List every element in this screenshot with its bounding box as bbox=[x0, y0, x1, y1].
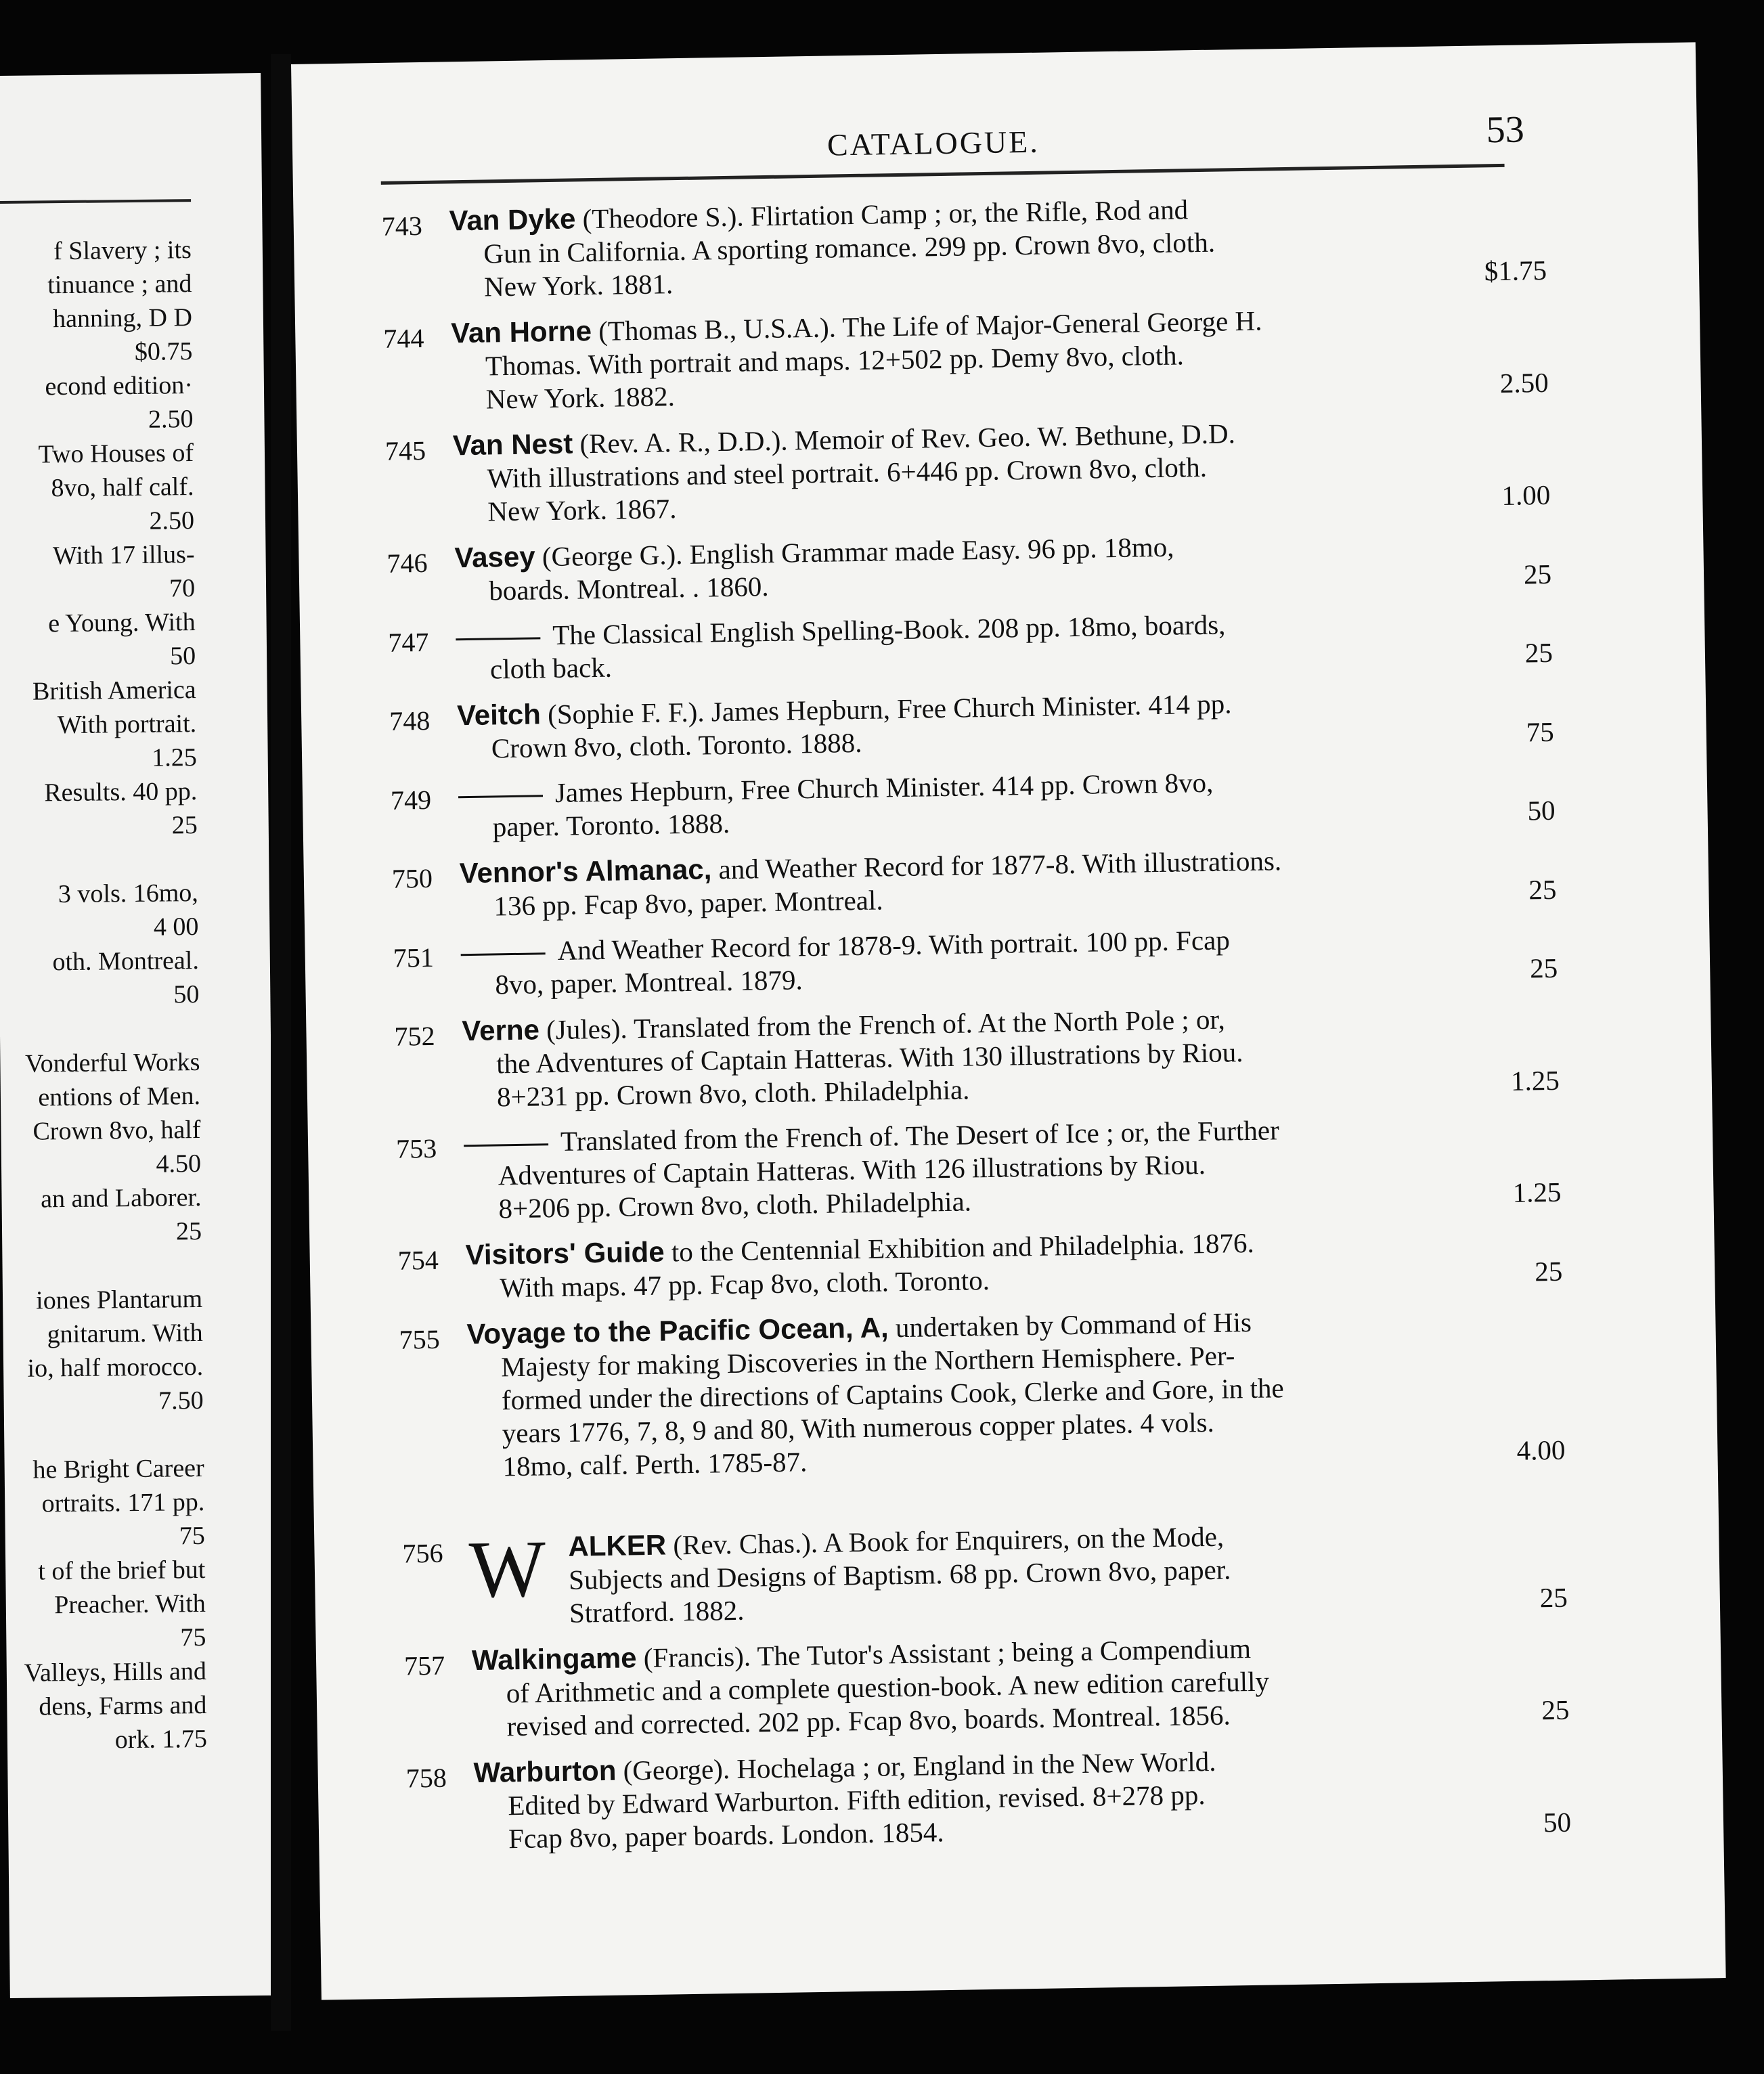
entry-text: And Weather Record for 1878-9. With portrait. 100 pp. Fcap bbox=[557, 924, 1231, 966]
left-page-line bbox=[0, 841, 256, 878]
entry-text: (Rev. Chas.). A Book for Enquirers, on the Mode, bbox=[665, 1520, 1225, 1561]
entry-price: 25 bbox=[1534, 1255, 1563, 1287]
entry-text: Thomas. With portrait and maps. 12+502 pp. Demy 8vo, cloth. bbox=[485, 339, 1185, 382]
entry-text: (Jules). Translated from the French of. At the North Pole ; or, bbox=[539, 1003, 1226, 1046]
entry-number: 753 bbox=[395, 1132, 437, 1164]
catalogue-entry bbox=[396, 1109, 1562, 1227]
entry-text: With maps. 47 pp. Fcap 8vo, cloth. Toronto. bbox=[500, 1264, 990, 1304]
entry-text: Adventures of Captain Hatteras. With 126 illustrations by Riou. bbox=[498, 1148, 1206, 1191]
entry-number: 752 bbox=[394, 1020, 435, 1052]
entry-text: cloth back. bbox=[489, 651, 613, 685]
left-header-rule bbox=[0, 199, 191, 204]
entry-text: (Sophie F. F.). James Hepburn, Free Church Minister. 414 pp. bbox=[540, 688, 1232, 730]
entry-number: 754 bbox=[397, 1244, 439, 1276]
entry-price: $1.75 bbox=[1484, 254, 1547, 287]
entry-text: 8vo, paper. Montreal. 1879. bbox=[495, 964, 803, 1000]
entry-author: Warburton bbox=[473, 1754, 617, 1789]
catalogue-page bbox=[291, 42, 1726, 2000]
ditto-dash bbox=[456, 637, 540, 640]
catalogue-entry bbox=[399, 1300, 1566, 1485]
left-page-line: 2.50 bbox=[148, 405, 194, 434]
entry-text: (Rev. A. R., D.D.). Memoir of Rev. Geo. W. Bethune, D.D. bbox=[572, 418, 1236, 460]
left-page-line: 1.25 bbox=[151, 743, 197, 772]
entry-text: James Hepburn, Free Church Minister. 414 pp. Crown 8vo, bbox=[554, 766, 1214, 809]
entry-text: With illustrations and steel portrait. 6+446 pp. Crown 8vo, cloth. bbox=[487, 451, 1208, 494]
left-page-line: tinuance ; and bbox=[47, 269, 192, 300]
left-page-line: Two Houses of bbox=[38, 439, 194, 469]
entry-text: Gun in California. A sporting romance. 299 pp. Crown 8vo, cloth. bbox=[483, 226, 1216, 269]
entry-author: Vasey bbox=[454, 540, 535, 574]
entry-text: New York. 1867. bbox=[487, 493, 677, 527]
left-page-line: he Bright Career bbox=[32, 1453, 204, 1484]
entry-text: New York. 1882. bbox=[485, 380, 676, 415]
left-page-line: f Slavery ; its bbox=[53, 236, 192, 266]
entry-number: 745 bbox=[384, 435, 426, 466]
left-page-line: entions of Men. bbox=[38, 1082, 201, 1112]
entry-text: undertaken by Command of His bbox=[888, 1306, 1252, 1344]
catalogue-entry bbox=[391, 761, 1556, 845]
entry-text: Edited by Edward Warburton. Fifth edition, revised. 8+278 pp. bbox=[508, 1779, 1206, 1822]
entry-author: Visitors' Guide bbox=[465, 1235, 665, 1271]
entry-price: 2.50 bbox=[1499, 366, 1549, 399]
left-page-line: dens, Farms and bbox=[39, 1690, 207, 1721]
page-title: CATALOGUE. bbox=[826, 124, 1040, 162]
entry-text: (George G.). English Grammar made Easy. 96 pp. 18mo, bbox=[535, 531, 1174, 573]
entry-text: to the Centennial Exhibition and Philadelphia. 1876. bbox=[664, 1227, 1254, 1268]
catalogue-entry bbox=[384, 412, 1550, 530]
entry-author: Van Horne bbox=[450, 315, 592, 349]
entry-text: of Arithmetic and a complete question-book. A new edition carefully bbox=[506, 1665, 1270, 1709]
left-page-fragment bbox=[0, 73, 281, 1998]
entry-author: ALKER bbox=[568, 1528, 667, 1562]
entry-text: Majesty for making Discoveries in the Northern Hemisphere. Per- bbox=[500, 1340, 1235, 1383]
left-page-line bbox=[2, 1248, 260, 1284]
entry-text: 8+231 pp. Crown 8vo, cloth. Philadelphia. bbox=[496, 1074, 970, 1113]
entry-text: 18mo, calf. Perth. 1785-87. bbox=[502, 1446, 808, 1482]
left-page-line: econd edition· bbox=[45, 371, 194, 401]
left-page-line bbox=[4, 1417, 262, 1453]
entry-author: Van Nest bbox=[452, 427, 573, 462]
left-page-line: Preacher. With bbox=[53, 1589, 206, 1620]
entry-text: years 1776, 7, 8, 9 and 80, With numerous copper plates. 4 vols. bbox=[502, 1406, 1215, 1449]
entry-text: (George). Hochelaga ; or, England in the New World. bbox=[616, 1745, 1216, 1786]
entry-text: the Adventures of Captain Hatteras. With 130 illustrations by Riou. bbox=[495, 1036, 1243, 1080]
left-page-line: 75 bbox=[180, 1623, 206, 1652]
left-page-line: 4 00 bbox=[153, 912, 199, 942]
left-page-line: an and Laborer. bbox=[40, 1183, 202, 1214]
entry-number: 755 bbox=[399, 1323, 440, 1355]
left-page-line: 25 bbox=[171, 811, 198, 840]
book-gutter bbox=[271, 54, 291, 2031]
entry-price: 25 bbox=[1523, 558, 1552, 590]
entry-text: 8+206 pp. Crown 8vo, cloth. Philadelphia. bbox=[498, 1185, 972, 1224]
catalogue-entry bbox=[388, 603, 1553, 688]
left-page-line: Vonderful Works bbox=[24, 1048, 200, 1078]
catalogue-entry bbox=[389, 682, 1554, 767]
entry-text: Subjects and Designs of Baptism. 68 pp. Crown 8vo, paper. bbox=[568, 1553, 1231, 1595]
left-page-line: With portrait. bbox=[57, 709, 197, 740]
left-page-line: $0.75 bbox=[134, 337, 193, 366]
left-page-line: e Young. With bbox=[48, 608, 196, 638]
left-page-line: ork. 1.75 bbox=[114, 1724, 208, 1755]
drop-cap-letter: W bbox=[468, 1523, 547, 1615]
entry-text: revised and corrected. 202 pp. Fcap 8vo, boards. Montreal. 1856. bbox=[506, 1699, 1231, 1742]
left-page-line: With 17 illus- bbox=[52, 540, 195, 571]
left-page-line: Crown 8vo, half bbox=[32, 1115, 201, 1146]
entry-text: New York. 1881. bbox=[483, 268, 674, 303]
entry-price: 75 bbox=[1526, 715, 1555, 748]
ditto-dash bbox=[461, 952, 546, 956]
entry-author: Walkingame bbox=[471, 1641, 637, 1677]
entry-price: 25 bbox=[1529, 952, 1558, 984]
entry-text: formed under the directions of Captains Cook, Clerke and Gore, in the bbox=[501, 1372, 1284, 1416]
entry-price: 1.25 bbox=[1510, 1064, 1560, 1097]
left-page-line: British America bbox=[32, 676, 196, 706]
entry-price: 50 bbox=[1543, 1806, 1572, 1838]
entry-author: Van Dyke bbox=[449, 202, 576, 237]
entry-author: Verne bbox=[462, 1013, 540, 1047]
entry-text: paper. Toronto. 1888. bbox=[492, 807, 730, 843]
left-page-line: 50 bbox=[169, 642, 196, 671]
ditto-dash bbox=[458, 795, 543, 798]
entry-text: Crown 8vo, cloth. Toronto. 1888. bbox=[491, 726, 862, 764]
left-page-text bbox=[0, 232, 265, 1758]
left-page-line: t of the brief but bbox=[38, 1555, 206, 1586]
entry-author: Voyage to the Pacific Ocean, A, bbox=[466, 1311, 889, 1350]
left-page-line: ortraits. 171 pp. bbox=[41, 1487, 205, 1518]
entry-text: Fcap 8vo, paper boards. London. 1854. bbox=[508, 1816, 944, 1855]
catalogue-entry bbox=[383, 299, 1549, 418]
entry-price: 1.25 bbox=[1512, 1176, 1562, 1208]
entry-number: 757 bbox=[403, 1650, 445, 1681]
entry-text: and Weather Record for 1877-8. With illustrations. bbox=[711, 845, 1282, 885]
left-page-line: hanning, D D bbox=[52, 303, 193, 334]
left-page-line: 3 vols. 16mo, bbox=[58, 879, 199, 909]
entry-number: 747 bbox=[388, 626, 429, 658]
left-page-line bbox=[0, 1011, 257, 1047]
entry-price: 25 bbox=[1528, 873, 1557, 906]
catalogue-entry bbox=[405, 1739, 1571, 1857]
left-page-line: 8vo, half calf. bbox=[51, 472, 194, 503]
entry-author: Vennor's Almanac, bbox=[459, 853, 712, 889]
left-page-line: 70 bbox=[169, 574, 196, 603]
entry-text: boards. Montreal. . 1860. bbox=[488, 571, 769, 606]
entry-text: (Francis). The Tutor's Assistant ; being a Compendium bbox=[636, 1633, 1252, 1674]
page-number: 53 bbox=[1486, 108, 1525, 152]
left-page-line: 50 bbox=[173, 980, 200, 1009]
entry-number: 750 bbox=[391, 862, 433, 894]
entry-price: 50 bbox=[1527, 794, 1556, 826]
left-page-line: 7.50 bbox=[158, 1386, 204, 1415]
left-page-line: oth. Montreal. bbox=[52, 946, 200, 977]
entry-number: 746 bbox=[387, 547, 428, 579]
catalogue-entry bbox=[393, 919, 1558, 1003]
entry-price: 25 bbox=[1524, 636, 1553, 669]
catalogue-entries bbox=[381, 187, 1571, 1870]
entry-number: 749 bbox=[390, 784, 432, 816]
entry-text: (Theodore S.). Flirtation Camp ; or, the Rifle, Rod and bbox=[575, 194, 1189, 235]
left-page-line: io, half morocco. bbox=[27, 1352, 204, 1383]
entry-price: 25 bbox=[1541, 1694, 1570, 1726]
entry-text: The Classical English Spelling-Book. 208 pp. 18mo, boards, bbox=[552, 609, 1226, 651]
entry-number: 744 bbox=[383, 322, 424, 354]
left-page-line: iones Plantarum bbox=[35, 1284, 203, 1315]
catalogue-entry bbox=[394, 997, 1560, 1116]
entry-price: 1.00 bbox=[1501, 479, 1551, 511]
entry-number: 751 bbox=[393, 942, 435, 973]
catalogue-entry bbox=[391, 839, 1556, 925]
catalogue-entry bbox=[387, 524, 1551, 609]
left-page-line: gnitarum. With bbox=[47, 1318, 203, 1349]
entry-author: Veitch bbox=[456, 698, 542, 732]
entry-text: 136 pp. Fcap 8vo, paper. Montreal. bbox=[493, 884, 883, 922]
entry-number: 758 bbox=[405, 1762, 447, 1794]
entry-number: 748 bbox=[389, 705, 431, 736]
left-page-line: 4.50 bbox=[156, 1149, 202, 1178]
page-header bbox=[380, 108, 1525, 188]
entry-text: Translated from the French of. The Desert of Ice ; or, the Further bbox=[560, 1114, 1280, 1157]
entry-number: 743 bbox=[381, 210, 423, 242]
entry-number: 756 bbox=[402, 1537, 443, 1569]
catalogue-entry bbox=[404, 1627, 1570, 1745]
left-page-line: 2.50 bbox=[149, 506, 195, 535]
entry-text: Stratford. 1882. bbox=[569, 1594, 745, 1629]
left-page-line: 25 bbox=[175, 1216, 202, 1246]
catalogue-entry bbox=[397, 1221, 1562, 1306]
entry-price: 25 bbox=[1539, 1581, 1568, 1614]
left-page-line: 75 bbox=[179, 1521, 205, 1551]
left-page-line: Results. 40 pp. bbox=[44, 777, 198, 808]
ditto-dash bbox=[464, 1143, 548, 1147]
catalogue-entry bbox=[381, 187, 1547, 305]
entry-text: (Thomas B., U.S.A.). The Life of Major-General George H. bbox=[591, 305, 1262, 347]
left-page-line: Valleys, Hills and bbox=[24, 1656, 207, 1687]
entry-price: 4.00 bbox=[1516, 1434, 1566, 1466]
catalogue-entry bbox=[402, 1514, 1568, 1633]
